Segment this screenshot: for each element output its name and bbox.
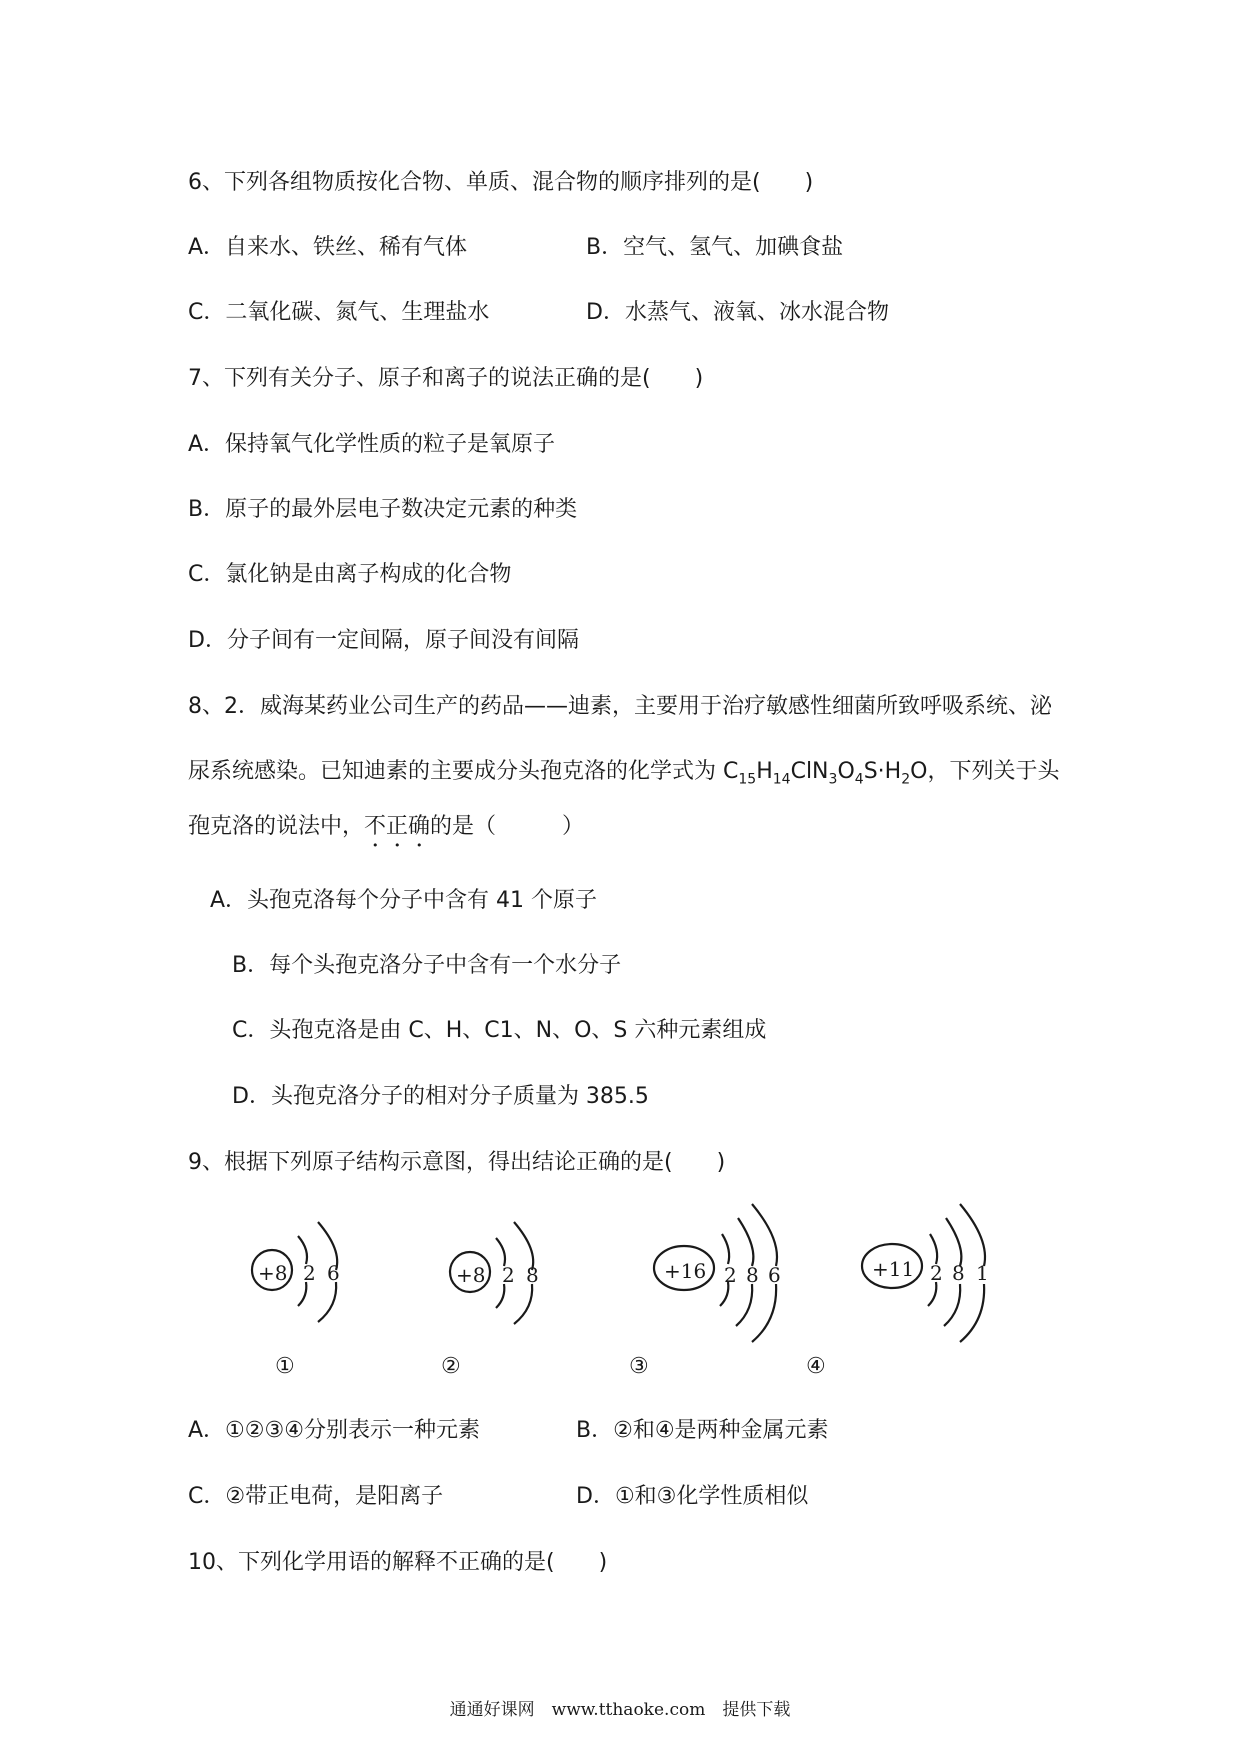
shell-electrons: 2 xyxy=(724,1263,737,1287)
q8-option-d: D．头孢克洛分子的相对分子质量为 385.5 xyxy=(232,1084,649,1109)
electron-shell-arc xyxy=(298,1282,306,1306)
atom-diagram-1 xyxy=(252,1222,340,1322)
q6-option-a: A．自来水、铁丝、稀有气体 xyxy=(188,235,468,260)
electron-shell-arc xyxy=(752,1284,776,1342)
shell-electrons: 8 xyxy=(746,1263,759,1287)
q9-stem: 9、根据下列原子结构示意图，得出结论正确的是( ) xyxy=(188,1150,726,1175)
q9-option-a: A．①②③④分别表示一种元素 xyxy=(188,1418,480,1443)
atom-diagram-4 xyxy=(862,1204,989,1342)
diagram-label-4: ④ xyxy=(806,1354,826,1379)
electron-shell-arc xyxy=(318,1282,336,1322)
nucleus-charge: +11 xyxy=(872,1257,915,1281)
q8-stem-line3-tail: 的是（ ） xyxy=(430,814,585,839)
q8-stem-line1: 8、2．威海某药业公司生产的药品——迪素，主要用于治疗敏感性细菌所致呼吸系统、泌 xyxy=(188,694,1052,719)
electron-shell-arc xyxy=(736,1284,752,1326)
page-footer: 通通好课网 www.tthaoke.com 提供下载 xyxy=(449,1700,791,1720)
diagram-label-1: ① xyxy=(275,1354,295,1379)
q6-option-c: C．二氧化碳、氮气、生理盐水 xyxy=(188,300,490,325)
q8-option-a: A．头孢克洛每个分子中含有 41 个原子 xyxy=(210,888,598,913)
q7-stem: 7、下列有关分子、原子和离子的说法正确的是( ) xyxy=(188,366,704,391)
shell-electrons: 8 xyxy=(526,1263,539,1287)
q8-stem-line3-text: 孢克洛的说法中， xyxy=(188,814,365,839)
diagram-label-2: ② xyxy=(441,1354,461,1379)
shell-electrons: 2 xyxy=(502,1263,515,1287)
q7-option-d: D．分子间有一定间隔，原子间没有间隔 xyxy=(188,628,579,653)
shell-electrons: 1 xyxy=(976,1261,989,1285)
q7-option-a: A．保持氧气化学性质的粒子是氧原子 xyxy=(188,432,556,457)
q7-option-c: C．氯化钠是由离子构成的化合物 xyxy=(188,562,512,587)
q9-option-b: B．②和④是两种金属元素 xyxy=(576,1418,829,1443)
q8-option-c: C．头孢克洛是由 C、H、C1、N、O、S 六种元素组成 xyxy=(232,1018,767,1043)
electron-shell-arc xyxy=(946,1218,961,1266)
electron-shell-arc xyxy=(944,1284,960,1326)
chemical-formula: $C_{15}H_{14}ClN_3O_4S\cdot H_2O$ xyxy=(723,759,928,788)
q8-stem-line2-tail: ，下列关于头 xyxy=(927,759,1060,784)
q8-option-b: B．每个头孢克洛分子中含有一个水分子 xyxy=(232,953,622,978)
nucleus-charge: +8 xyxy=(258,1261,288,1285)
nucleus-charge: +16 xyxy=(664,1259,707,1283)
q6-stem: 6、下列各组物质按化合物、单质、混合物的顺序排列的是( ) xyxy=(188,170,814,195)
q6-option-d: D．水蒸气、液氧、冰水混合物 xyxy=(586,300,889,325)
shell-electrons: 2 xyxy=(303,1261,316,1285)
q9-option-d: D．①和③化学性质相似 xyxy=(576,1484,809,1509)
electron-shell-arc xyxy=(960,1204,985,1266)
electron-shell-arc xyxy=(738,1218,753,1266)
diagram-label-3: ③ xyxy=(629,1354,649,1379)
emphasized-not-correct: 不正确 xyxy=(364,814,431,839)
q9-option-c: C．②带正电荷，是阳离子 xyxy=(188,1484,444,1509)
electron-shell-arc xyxy=(514,1284,532,1324)
q8-stem-line2-text: 尿系统感染。已知迪素的主要成分头孢克洛的化学式为 xyxy=(188,759,723,784)
nucleus-charge: +8 xyxy=(456,1263,486,1287)
electron-shell-arc xyxy=(928,1282,936,1306)
electron-shell-arc xyxy=(960,1284,984,1342)
electron-shell-arc xyxy=(298,1236,307,1264)
shell-electrons: 2 xyxy=(930,1261,943,1285)
shell-electrons: 6 xyxy=(327,1261,340,1285)
q10-stem: 10、下列化学用语的解释不正确的是( ) xyxy=(188,1550,608,1575)
electron-shell-arc xyxy=(496,1284,504,1308)
electron-shell-arc xyxy=(930,1234,937,1264)
electron-shell-arc xyxy=(496,1238,505,1266)
electron-shell-arc xyxy=(752,1204,777,1266)
q6-option-b: B．空气、氢气、加碘食盐 xyxy=(586,235,844,260)
atom-diagram-3 xyxy=(654,1204,781,1342)
electron-shell-arc xyxy=(722,1234,729,1264)
shell-electrons: 6 xyxy=(768,1263,781,1287)
atom-diagram-2 xyxy=(450,1222,539,1324)
q7-option-b: B．原子的最外层电子数决定元素的种类 xyxy=(188,497,578,522)
shell-electrons: 8 xyxy=(952,1261,965,1285)
